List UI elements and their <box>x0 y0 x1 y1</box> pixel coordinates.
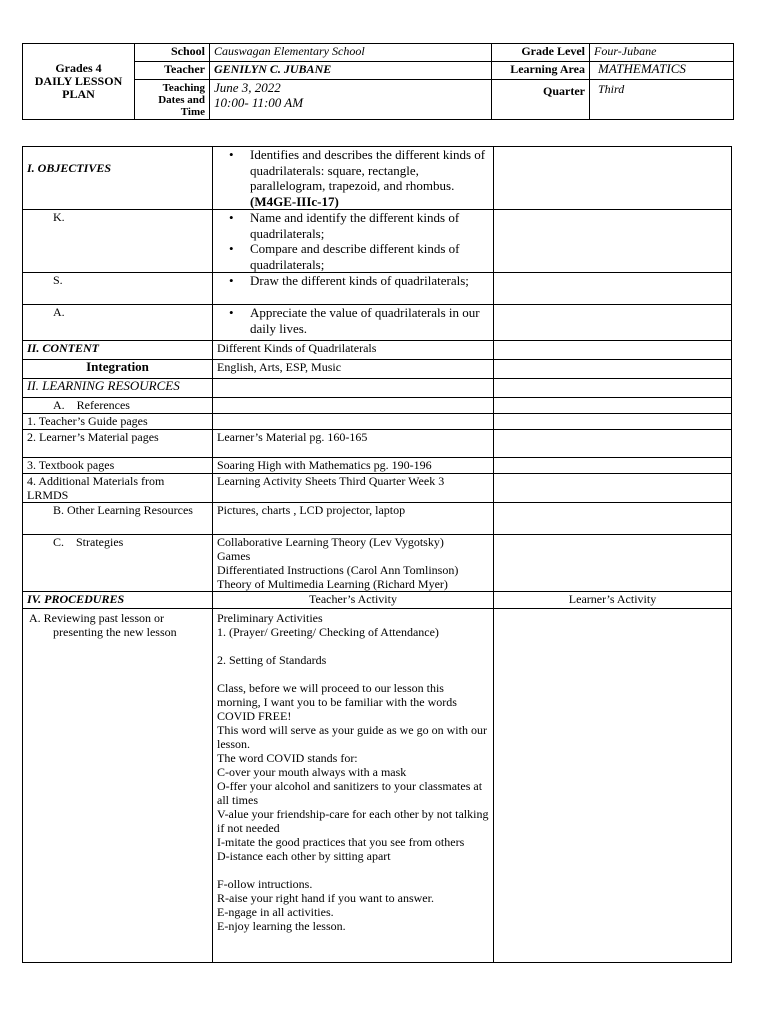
textbook-label: 3. Textbook pages <box>23 458 213 474</box>
time-value: 10:00- 11:00 AM <box>214 95 304 110</box>
table-row <box>23 503 732 535</box>
list-item <box>217 147 489 209</box>
objectives-code: (M4GE-IIIc-17) <box>250 193 339 209</box>
objectives-main-text: Identifies and describes the different kinds of quadrilaterals: square, rectangle, parallelogram, trapezoid, and rhombus. <box>250 147 486 193</box>
empty-cell <box>494 210 732 273</box>
learner-activity-header: Learner’s Activity <box>494 592 732 609</box>
additional-materials-value: Learning Activity Sheets Third Quarter Week 3 <box>213 474 494 503</box>
empty-cell <box>494 360 732 379</box>
table-row <box>23 360 732 379</box>
table-row <box>23 398 732 414</box>
s-items-cell <box>213 273 494 305</box>
empty-cell <box>494 503 732 535</box>
teacher-activity-header: Teacher’s Activity <box>213 592 494 609</box>
list-item: • Draw the different kinds of quadrilaterals; <box>217 273 489 289</box>
a-items-cell <box>213 305 494 341</box>
table-row <box>23 273 732 305</box>
empty-cell <box>494 535 732 592</box>
table-row <box>23 210 732 273</box>
empty-cell <box>494 273 732 305</box>
empty-cell <box>213 398 494 414</box>
teacher-value: GENILYN C. JUBANE <box>210 62 492 80</box>
empty-cell <box>494 414 732 430</box>
empty-cell <box>494 379 732 398</box>
empty-cell <box>213 379 494 398</box>
learning-area-value: MATHEMATICS <box>590 62 734 80</box>
grade-level-value: Four-Jubane <box>590 44 734 62</box>
references-label: A. References <box>23 398 213 414</box>
k-label: K. <box>23 210 213 273</box>
teacher-label: Teacher <box>135 62 210 80</box>
learning-area-label: Learning Area <box>492 62 590 80</box>
empty-cell <box>494 398 732 414</box>
table-row <box>23 474 732 503</box>
quarter-value: Third <box>590 80 734 120</box>
procedures-label: IV. PROCEDURES <box>23 592 213 609</box>
table-row <box>23 592 732 609</box>
content-value: Different Kinds of Quadrilaterals <box>213 341 494 360</box>
list-item: • Appreciate the value of quadrilaterals in our daily lives. <box>217 305 489 336</box>
empty-cell <box>494 305 732 341</box>
dates-label-line: Time <box>180 106 205 118</box>
table-row <box>23 305 732 341</box>
table-row <box>23 458 732 474</box>
additional-materials-label: 4. Additional Materials from LRMDS <box>23 474 213 503</box>
strategies-value: Collaborative Learning Theory (Lev Vygotsky) Games Differentiated Instructions (Carol Ann Tomlinson) Theory of Multimedia Learning (Richard Myer) <box>213 535 494 592</box>
school-value: Causwagan Elementary School <box>210 44 492 62</box>
grade-box-line: Grades 4 <box>55 61 102 75</box>
content-label: II. CONTENT <box>23 341 213 360</box>
dates-label-line: Dates and <box>158 94 205 106</box>
k-items-cell <box>213 210 494 273</box>
table-row <box>23 147 732 210</box>
empty-cell <box>213 414 494 430</box>
step-a-label: A. Reviewing past lesson or presenting the new lesson <box>23 609 213 963</box>
dates-label-line: Teaching <box>162 82 205 94</box>
quarter-label: Quarter <box>492 80 590 120</box>
other-resources-value: Pictures, charts , LCD projector, laptop <box>213 503 494 535</box>
list-item: • Compare and describe different kinds of quadrilaterals; <box>217 241 489 272</box>
grade-plan-box <box>23 44 135 120</box>
date-value: June 3, 2022 <box>214 80 281 95</box>
table-row <box>23 535 732 592</box>
table-row <box>23 379 732 398</box>
objectives-main-cell <box>213 147 494 210</box>
empty-cell <box>494 474 732 503</box>
table-row <box>23 430 732 458</box>
s-label: S. <box>23 273 213 305</box>
empty-cell <box>494 341 732 360</box>
strategies-label: C. Strategies <box>23 535 213 592</box>
header-table <box>22 43 734 120</box>
grade-box-line: DAILY LESSON <box>34 74 123 88</box>
step-a-learner-activity <box>494 609 732 963</box>
table-row <box>23 609 732 963</box>
textbook-value: Soaring High with Mathematics pg. 190-196 <box>213 458 494 474</box>
date-time-cell <box>210 80 492 120</box>
teachers-guide-label: 1. Teacher’s Guide pages <box>23 414 213 430</box>
empty-cell <box>494 430 732 458</box>
table-row <box>23 414 732 430</box>
grade-box-line: PLAN <box>62 87 95 101</box>
other-resources-label: B. Other Learning Resources <box>23 503 213 535</box>
learners-material-value: Learner’s Material pg. 160-165 <box>213 430 494 458</box>
objectives-label: I. OBJECTIVES <box>23 147 213 210</box>
dates-label <box>135 80 210 120</box>
a-label: A. <box>23 305 213 341</box>
empty-cell <box>494 458 732 474</box>
resources-label: II. LEARNING RESOURCES <box>23 379 213 398</box>
integration-value: English, Arts, ESP, Music <box>213 360 494 379</box>
lesson-plan-table <box>22 146 732 963</box>
grade-level-label: Grade Level <box>492 44 590 62</box>
empty-cell <box>494 147 732 210</box>
learners-material-label: 2. Learner’s Material pages <box>23 430 213 458</box>
school-label: School <box>135 44 210 62</box>
step-a-teacher-activity: Preliminary Activities 1. (Prayer/ Greeting/ Checking of Attendance) 2. Setting of Standards Class, before we will proceed to our lesson this morning, I want you to be familiar with the words COVID FREE! This word will serve as your guide as we go on with our lesson. The word COVID stands for: C-over your mouth always with a mask O-ffer your alcohol and sanitizers to your classmates at all times V-alue your friendship-care for each other by not talking if not needed I-mitate the good practices that you see from others D-istance each other by sitting apart F-ollow intructions. R-aise your right hand if you want to answer. E-ngage in all activities. E-njoy learning the lesson. <box>213 609 494 963</box>
integration-label: Integration <box>23 360 213 379</box>
table-row <box>23 341 732 360</box>
list-item: • Name and identify the different kinds of quadrilaterals; <box>217 210 489 241</box>
